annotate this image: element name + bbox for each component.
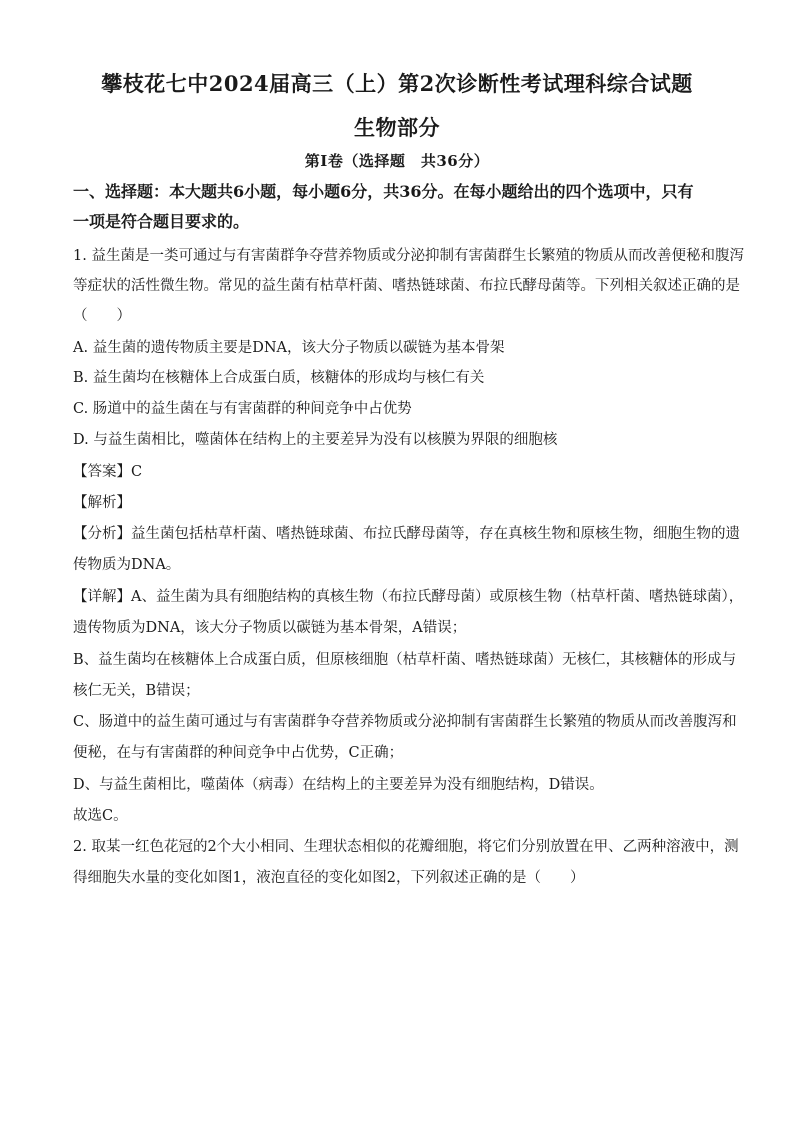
q1-analysis-line-3: 【详解】A、益生菌为具有细胞结构的真核生物（布拉氏酵母菌）或原核生物（枯草杆菌、嗜热链球菌）， [73,589,744,605]
exam-subtitle: 生物部分 [354,115,440,140]
q1-analysis-line-7: C、肠道中的益生菌可通过与有害菌群争夺营养物质或分泌抑制有害菌群生长繁殖的物质从而改善腹泻和 [73,714,737,730]
q1-analysis-line-9: D、与益生菌相比，噬菌体（病毒）在结构上的主要差异为没有细胞结构，D错误。 [73,777,604,793]
q2-stem-line-2: 得细胞失水量的变化如图1，液泡直径的变化如图2，下列叙述正确的是（ ） [73,870,585,886]
instructions-line-1: 一、选择题：本大题共6小题，每小题6分，共36分。在每小题给出的四个选项中，只有 [73,182,694,201]
q1-option-d: D. 与益生菌相比，噬菌体在结构上的主要差异为没有以核膜为界限的细胞核 [73,432,558,448]
q1-analysis-line-1: 【分析】益生菌包括枯草杆菌、嗜热链球菌、布拉氏酵母菌等，存在真核生物和原核生物，细胞生物的遗 [73,526,740,542]
q1-option-b: B. 益生菌均在核糖体上合成蛋白质，核糖体的形成均与核仁有关 [73,370,485,386]
q1-stem-line-1: 1. 益生菌是一类可通过与有害菌群争夺营养物质或分泌抑制有害菌群生长繁殖的物质从而改善便秘和腹泻 [73,248,744,264]
q1-analysis-line-10: 故选C。 [73,808,128,824]
q1-analysis-label: 【解析】 [73,495,131,511]
q2-stem-line-1: 2. 取某一红色花冠的2个大小相同、生理状态相似的花瓣细胞，将它们分别放置在甲、乙两种溶液中，测 [73,839,739,855]
q1-option-a: A. 益生菌的遗传物质主要是DNA，该大分子物质以碳链为基本骨架 [73,340,505,356]
q1-option-c: C. 肠道中的益生菌在与有害菌群的种间竞争中占优势 [73,401,412,417]
q1-analysis-line-6: 核仁无关，B错误； [73,683,200,699]
q1-analysis-line-4: 遗传物质为DNA，该大分子物质以碳链为基本骨架，A错误； [73,620,467,636]
q1-analysis-line-2: 传物质为DNA。 [73,557,181,573]
q1-answer: 【答案】C [73,464,143,480]
section-heading: 第Ⅰ卷（选择题 共36分） [304,152,490,170]
q1-analysis-line-8: 便秘，在与有害菌群的种间竞争中占优势，C正确； [73,745,404,761]
q1-stem-line-3: （ ） [73,308,131,324]
q1-stem-line-2: 等症状的活性微生物。常见的益生菌有枯草杆菌、嗜热链球菌、布拉氏酵母菌等。下列相关叙述正确的是 [73,278,740,294]
q1-analysis-line-5: B、益生菌均在核糖体上合成蛋白质，但原核细胞（枯草杆菌、嗜热链球菌）无核仁，其核糖体的形成与 [73,652,737,668]
instructions-line-2: 一项是符合题目要求的。 [73,212,250,231]
exam-title: 攀枝花七中2024届高三（上）第2次诊断性考试理科综合试题 [101,71,693,96]
